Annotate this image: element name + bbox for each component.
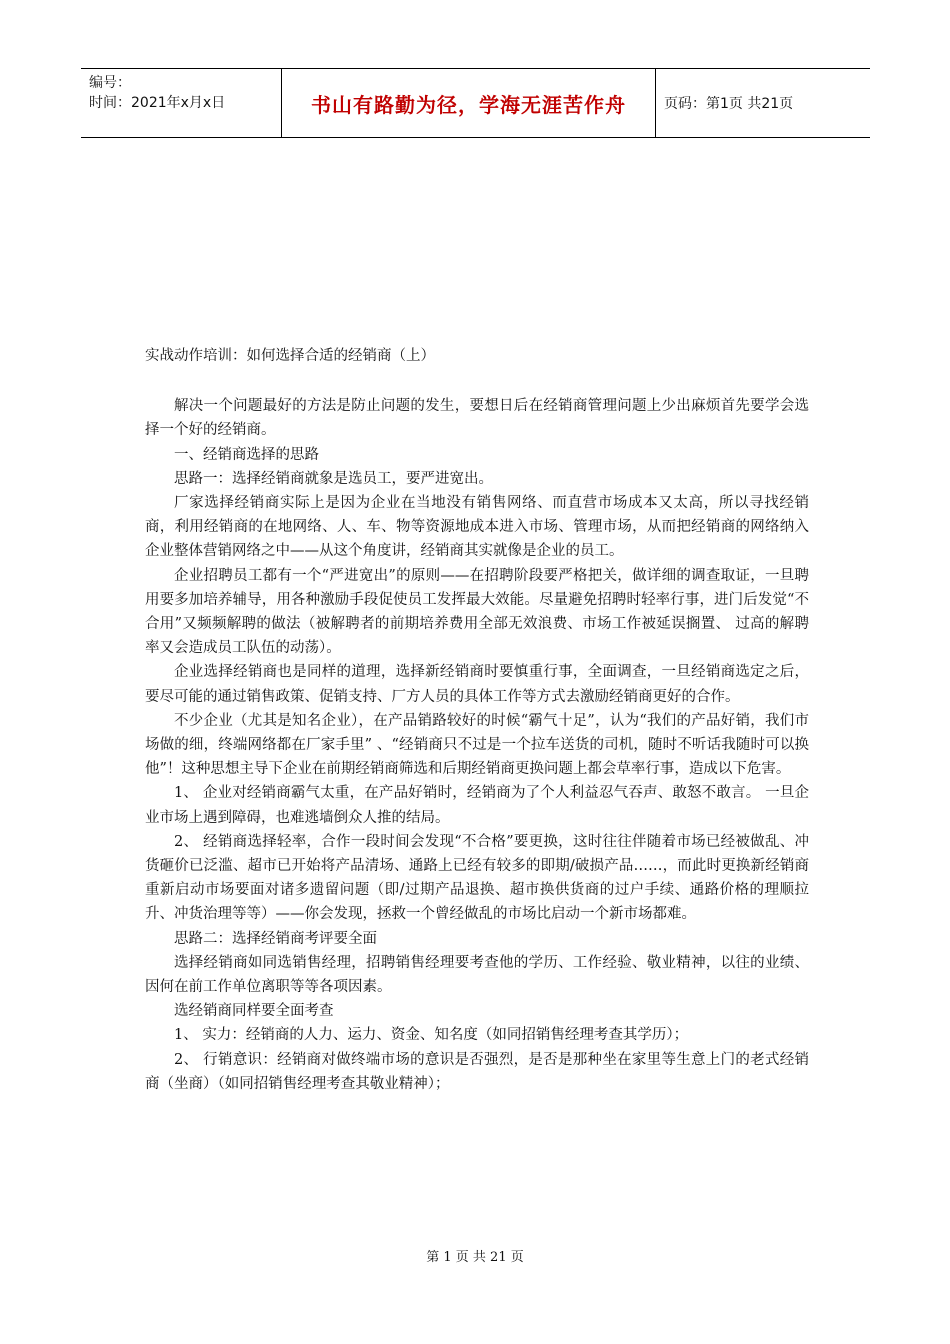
header-date-label: 时间：2021年x月x日 — [89, 95, 226, 111]
paragraph: 厂家选择经销商实际上是因为企业在当地没有销售网络、而直营市场成本又太高，所以寻找经销商，利用经销商的在地网络、人、车、物等资源地成本进入市场、管理市场，从而把经销商的网络纳入企业整体营销网络之中——从这个角度讲，经销商其实就像是企业的员工。 — [145, 495, 809, 560]
list-item: 2、 经销商选择轻率，合作一段时间会发现“不合格”要更换，这时往往伴随着市场已经被做乱、冲货砸价已泛滥、超市已开始将产品清场、通路上已经有较多的即期/破损产品……，而此时更换新经销商重新启动市场要面对诸多遗留问题（即/过期产品退换、超市换供货商的过户手续、通路价格的理顺拉升、冲货治理等等）——你会发现，拯救一个曾经做乱的市场比启动一个新市场都难。 — [145, 833, 809, 923]
page-footer — [0, 1246, 950, 1265]
paragraph: 选经销商同样要全面考查 — [174, 1003, 334, 1020]
list-item: 1、 企业对经销商霸气太重，在产品好销时，经销商为了个人利益忍气吞声、敢怒不敢言。 一旦企业市场上遇到障碍，也难逃墙倒众人推的结局。 — [145, 785, 809, 826]
header-motto: 书山有路勤为径，学海无涯苦作舟 — [311, 92, 626, 117]
paragraph: 不少企业（尤其是知名企业），在产品销路较好的时候“霸气十足”，认为“我们的产品好销，我们市场做的细，终端网络都在厂家手里” 、“经销商只不过是一个拉车送货的司机，随时不听话我随时可以换他”！这种思想主导下企业在前期经销商筛选和后期经销商更换问题上都会草率行事，造成以下危害。 — [145, 712, 809, 778]
footer-page-number: 第 1 页 共 21 页 — [426, 1250, 524, 1265]
document-body — [145, 344, 809, 1096]
header-meta-cell — [81, 69, 282, 137]
section-heading: 一、经销商选择的思路 — [174, 446, 319, 463]
list-item: 2、 行销意识：经销商对做终端市场的意识是否强烈，是否是那种坐在家里等生意上门的老式经销商（坐商）（如同招销售经理考查其敬业精神）； — [145, 1051, 809, 1092]
subheading: 思路一：选择经销商就象是选员工，要严进宽出。 — [174, 470, 493, 487]
paragraph: 选择经销商如同选销售经理，招聘销售经理要考查他的学历、工作经验、敬业精神，以往的业绩、因何在前工作单位离职等等各项因素。 — [145, 954, 809, 996]
header-number-label: 编号： — [89, 75, 131, 91]
header-page-cell — [656, 69, 870, 137]
document-title: 实战动作培训：如何选择合适的经销商（上） — [145, 348, 435, 364]
paragraph: 企业选择经销商也是同样的道理，选择新经销商时要慎重行事，全面调查，一旦经销商选定之后，要尽可能的通过销售政策、促销支持、厂方人员的具体工作等方式去激励经销商更好的合作。 — [145, 664, 809, 705]
paragraph: 解决一个问题最好的方法是防止问题的发生，要想日后在经销商管理问题上少出麻烦首先要学会选择一个好的经销商。 — [145, 398, 809, 439]
subheading: 思路二：选择经销商考评要全面 — [174, 930, 377, 947]
header-motto-cell — [282, 69, 656, 137]
paragraph: 企业招聘员工都有一个“严进宽出”的原则——在招聘阶段要严格把关，做详细的调查取证，一旦聘用要多加培养辅导，用各种激励手段促使员工发挥最大效能。尽量避免招聘时轻率行事，进门后发觉“不合用”又频频解聘的做法（被解聘者的前期培养费用全部无效浪费、市场工作被延误搁置、 过高的解聘率又会造成员工队伍的动荡）。 — [145, 567, 809, 657]
header-page-label: 页码：第1页 共21页 — [664, 96, 794, 112]
page-header — [81, 68, 870, 138]
list-item: 1、 实力：经销商的人力、运力、资金、知名度（如同招销售经理考查其学历）； — [174, 1027, 689, 1044]
